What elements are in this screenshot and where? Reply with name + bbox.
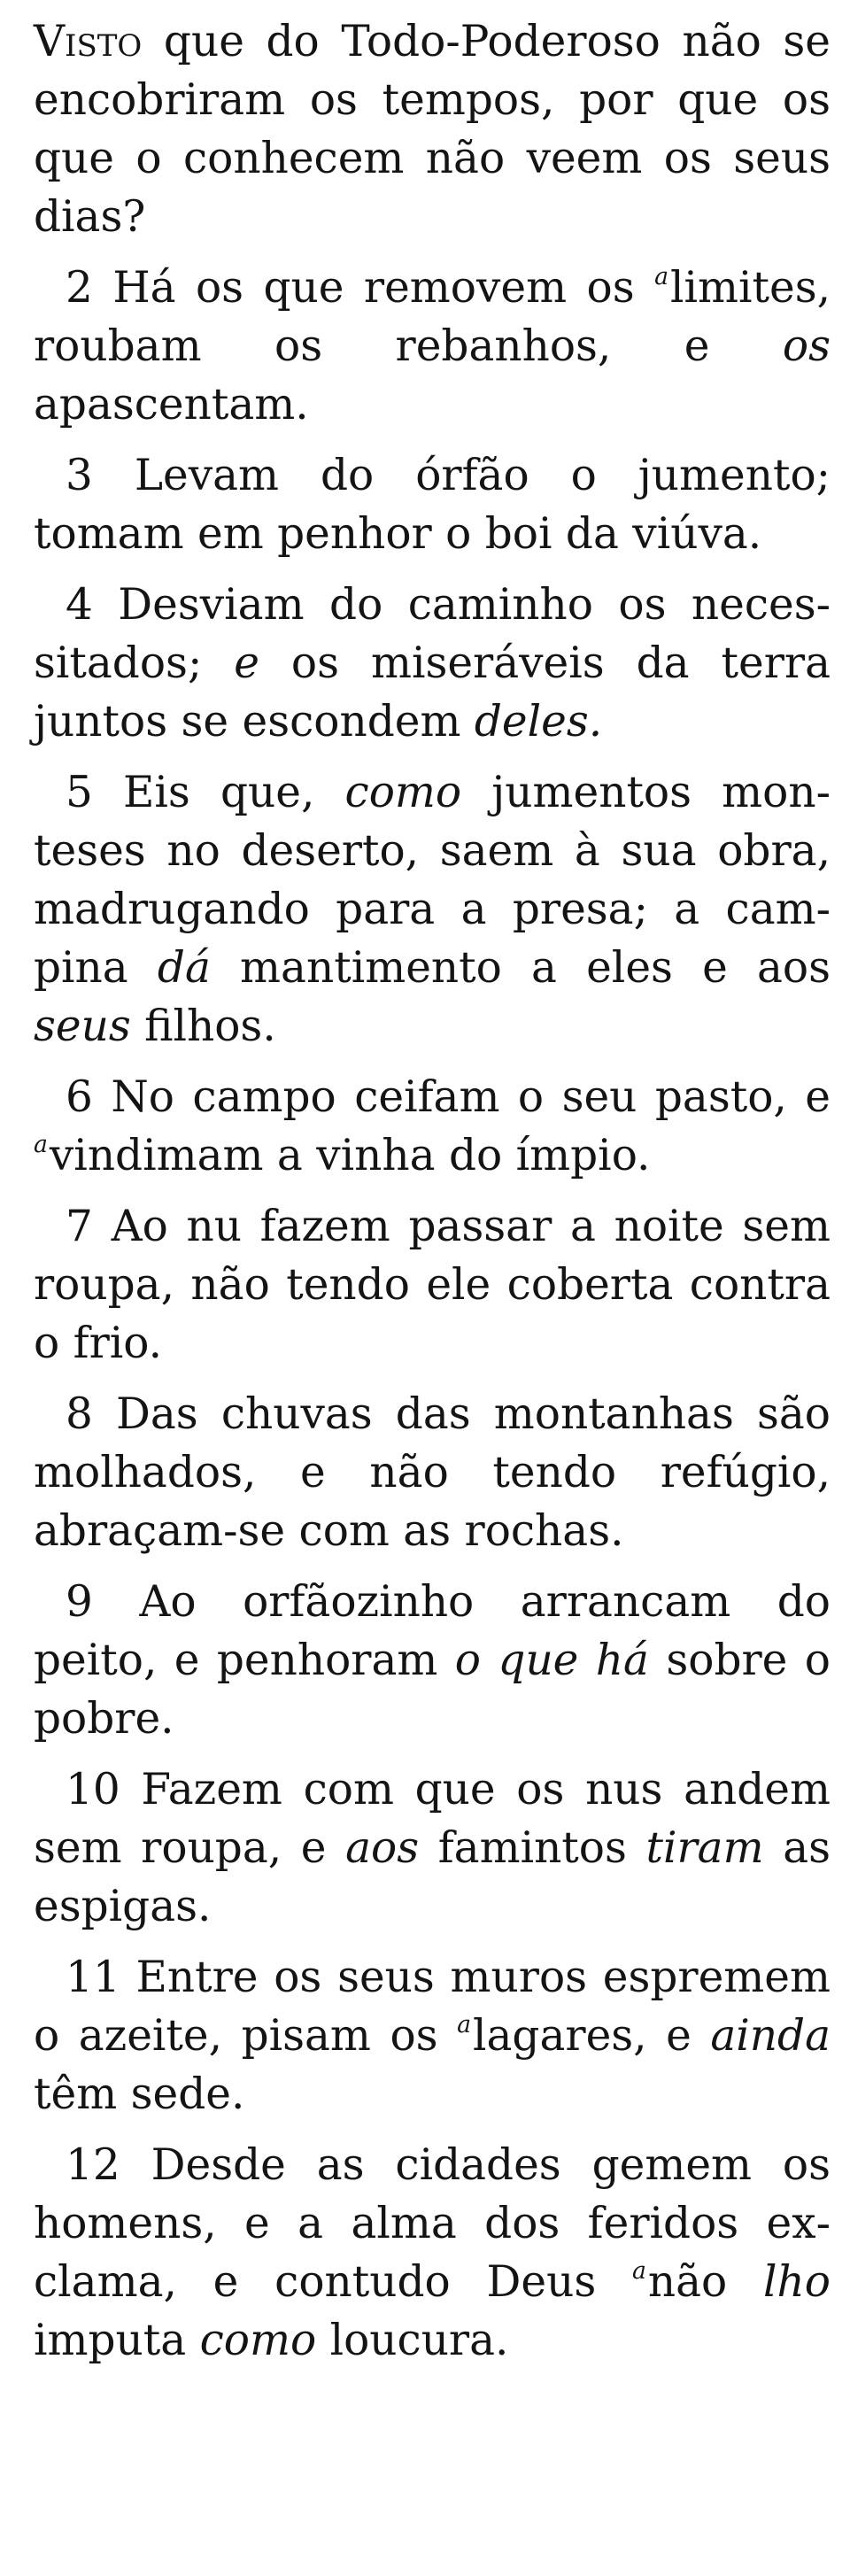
- verse-text: os miseráveis da terra juntos se escondem: [34, 638, 831, 746]
- verse-2: [34, 259, 831, 434]
- footnote-marker: a: [457, 2011, 471, 2038]
- verse-text: limites, roubam os rebanhos, e: [34, 263, 831, 371]
- verse-text: vindimam a vinha do ímpio.: [49, 1131, 651, 1180]
- italic-word: e: [234, 638, 259, 688]
- verse-text: Das chuvas das montanhas são molhados, e não tendo refúgio, abraçam-se com as rochas.: [34, 1389, 831, 1556]
- verse-number: 5: [66, 768, 93, 817]
- verse-text: No campo ceifam o seu pasto, e: [111, 1072, 831, 1122]
- verse-9: [34, 1573, 831, 1748]
- verse-text: filhos.: [130, 1002, 276, 1051]
- italic-word: o que há: [454, 1636, 649, 1685]
- verse-1: [34, 12, 831, 246]
- italic-word: deles.: [474, 697, 603, 746]
- verse-text: Ao nu fazem passar a noite sem roupa, não tendo ele coberta contra o frio.: [34, 1202, 831, 1368]
- verse-number: 4: [66, 580, 93, 630]
- verse-8: [34, 1385, 831, 1560]
- italic-word: os: [782, 321, 831, 371]
- italic-word: dá: [157, 943, 211, 993]
- verse-number: 7: [66, 1202, 93, 1251]
- verse-11: [34, 1948, 831, 2123]
- verse-4: [34, 576, 831, 751]
- verse-text: mantimento a eles e aos: [210, 943, 831, 993]
- verse-list: [34, 12, 831, 2370]
- verse-text: têm sede.: [34, 2069, 245, 2119]
- verse-text: as espigas.: [34, 1823, 831, 1931]
- footnote-marker: a: [654, 263, 668, 290]
- verse-12: [34, 2136, 831, 2370]
- italic-word: tiram: [645, 1823, 764, 1873]
- verse-10: [34, 1760, 831, 1936]
- verse-text: que do Todo-Poderoso não se encobriram os tempos, por que os que o conhecem não veem os seus dias?: [34, 17, 831, 242]
- verse-7: [34, 1197, 831, 1373]
- verse-text: Há os que removem os: [112, 263, 655, 313]
- verse-text: Fazem com que os nus andem sem roupa, e: [34, 1765, 831, 1873]
- verse-number: 12: [66, 2140, 120, 2190]
- verse-number: 9: [66, 1577, 93, 1627]
- verse-text: Levam do órfão o jumento; tomam em penhor o boi da viúva.: [34, 451, 831, 559]
- italic-word: como: [199, 2316, 317, 2365]
- footnote-marker: a: [632, 2257, 646, 2285]
- italic-word: como: [344, 768, 462, 817]
- italic-word: seus: [34, 1002, 131, 1051]
- verse-text: Ao orfãozinho arrancam do peito, e penhoram: [34, 1577, 831, 1685]
- opening-word: Visto: [34, 17, 143, 66]
- verse-number: 6: [66, 1072, 93, 1122]
- footnote-marker: a: [34, 1131, 48, 1158]
- verse-text: não: [647, 2257, 764, 2307]
- verse-text: apascentam.: [34, 380, 309, 429]
- italic-word: ainda: [710, 2011, 831, 2061]
- verse-number: 8: [66, 1389, 93, 1439]
- verse-text: Eis que,: [123, 768, 345, 817]
- verse-text: lagares, e: [473, 2011, 711, 2061]
- verse-6: [34, 1068, 831, 1185]
- italic-word: aos: [345, 1823, 420, 1873]
- verse-number: 3: [66, 451, 93, 500]
- verse-text: Desde as cidades gemem os homens, e a alma dos feridos exclama, e contudo Deus: [34, 2140, 831, 2307]
- verse-text: sobre o pobre.: [34, 1636, 831, 1744]
- verse-text: Desviam do caminho os necessitados;: [34, 580, 831, 688]
- italic-word: lho: [763, 2257, 831, 2307]
- verse-text: loucura.: [316, 2316, 509, 2365]
- verse-number: 2: [66, 263, 93, 313]
- verse-text: Entre os seus muros espremem o azeite, pisam os: [34, 1953, 831, 2061]
- verse-text: jumentos monteses no deserto, saem à sua obra, madrugando para a presa; a campina: [34, 768, 831, 993]
- verse-text: famintos: [419, 1823, 646, 1873]
- verse-3: [34, 446, 831, 563]
- verse-text: imputa: [34, 2316, 200, 2365]
- verse-5: [34, 763, 831, 1056]
- verse-number: 11: [66, 1953, 120, 2002]
- verse-number: 10: [66, 1765, 120, 1814]
